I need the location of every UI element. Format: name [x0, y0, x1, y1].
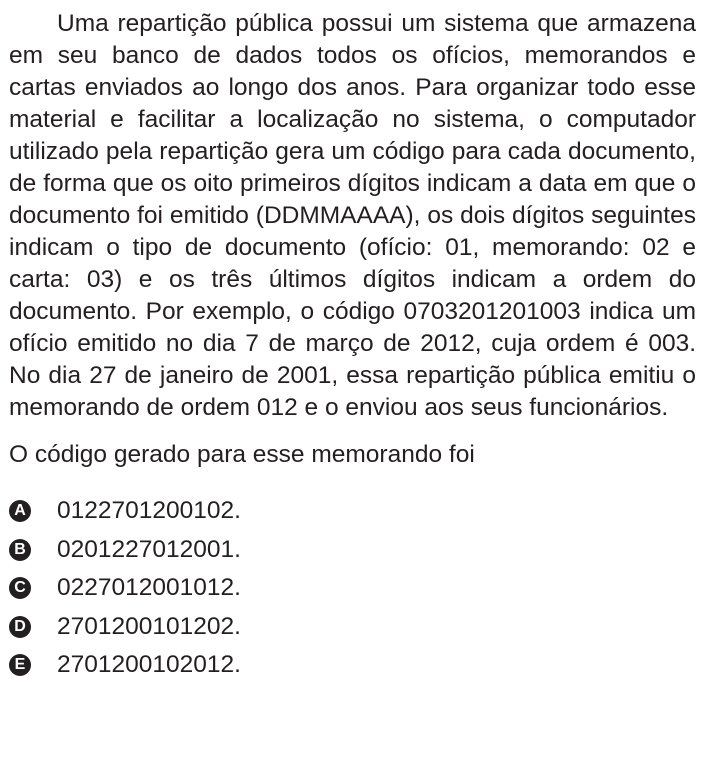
- option-text: 0122701200102.: [57, 497, 241, 525]
- answer-options: [9, 492, 696, 685]
- option-b[interactable]: [9, 531, 696, 570]
- problem-statement: Uma repartição pública possui um sistema que armazena em seu banco de dados todos os ofícios, memorandos e cartas enviados ao longo dos anos. Para organizar todo esse material e facilitar a localização no sistema, o computador utilizado pela repartição gera um código para cada documento, de forma que os oito primeiros dígitos indicam a data em que o documento foi emitido (DDMMAAAA), os dois dígitos seguintes indicam o tipo de documento (ofício: 01, memorando: 02 e carta: 03) e os três últimos dígitos indicam a ordem do documento. Por exemplo, o código 0703201201003 indica um ofício emitido no dia 7 de março de 2012, cuja ordem é 003. No dia 27 de janeiro de 2001, essa repartição pública emitiu o memorando de ordem 012 e o enviou aos seus funcionários.: [9, 10, 696, 421]
- option-letter-badge: D: [9, 616, 31, 638]
- option-letter-badge: C: [9, 577, 31, 599]
- option-text: 2701200101202.: [57, 612, 241, 640]
- option-c[interactable]: [9, 569, 696, 608]
- option-e[interactable]: [9, 646, 696, 685]
- option-letter-badge: A: [9, 500, 31, 522]
- option-letter-badge: E: [9, 654, 31, 676]
- question-prompt: O código gerado para esse memorando foi: [9, 441, 475, 468]
- option-d[interactable]: [9, 608, 696, 647]
- option-letter-badge: B: [9, 539, 31, 561]
- question-document: [9, 8, 696, 685]
- option-text: 0227012001012.: [57, 574, 241, 602]
- option-text: 2701200102012.: [57, 651, 241, 679]
- option-a[interactable]: [9, 492, 696, 531]
- option-text: 0201227012001.: [57, 535, 241, 563]
